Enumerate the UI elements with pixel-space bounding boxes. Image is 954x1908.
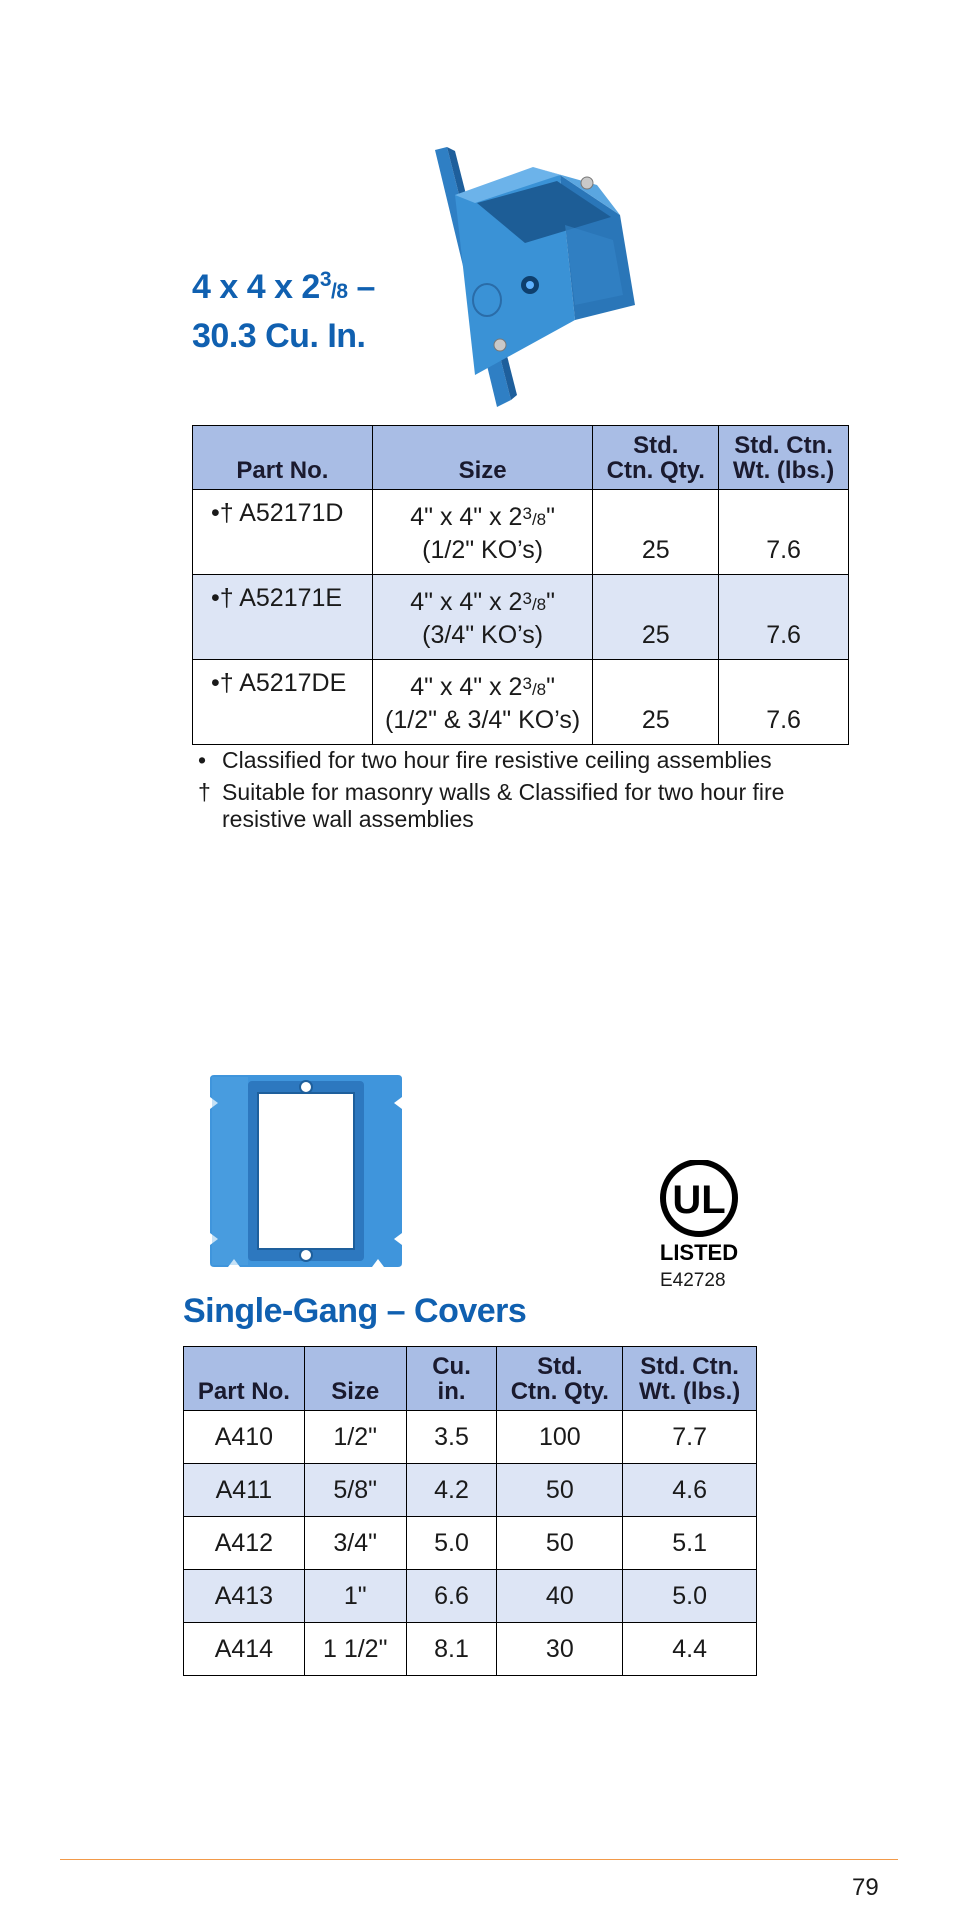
ctn-wt: 7.6 (719, 490, 849, 575)
box-spec-table (192, 425, 849, 745)
size-cell: 1 1/2" (304, 1623, 406, 1676)
part-number: A414 (184, 1623, 305, 1676)
cover-spec-table (183, 1346, 757, 1676)
table-row (193, 575, 849, 660)
svg-text:UL: UL (672, 1178, 726, 1222)
size-cell: 1" (304, 1570, 406, 1623)
header-part-no: Part No. (193, 426, 373, 490)
ctn-wt: 4.4 (623, 1623, 757, 1676)
ctn-wt: 7.7 (623, 1411, 757, 1464)
ctn-qty: 25 (593, 660, 719, 745)
header-size: Size (372, 426, 593, 490)
table-row (184, 1517, 757, 1570)
header-part-no: Part No. (184, 1347, 305, 1411)
header-ctn-wt: Std. Ctn. Wt. (lbs.) (623, 1347, 757, 1411)
size-cell: 4" x 4" x $2^3/8$" (3/4" KO’s) (372, 575, 593, 660)
ctn-qty: 50 (497, 1464, 623, 1517)
table-header-row (193, 426, 849, 490)
cu-in: 3.5 (406, 1411, 497, 1464)
ctn-wt: 7.6 (719, 575, 849, 660)
ctn-qty: 50 (497, 1517, 623, 1570)
part-number: A410 (184, 1411, 305, 1464)
table-row (193, 660, 849, 745)
table-row (184, 1570, 757, 1623)
cover-plate-image (208, 1073, 404, 1269)
size-cell: 1/2" (304, 1411, 406, 1464)
header-ctn-qty: Std. Ctn. Qty. (593, 426, 719, 490)
table-row (184, 1411, 757, 1464)
part-number: •† A52171D (193, 490, 373, 575)
footer-rule (60, 1859, 898, 1860)
ctn-qty: 40 (497, 1570, 623, 1623)
ctn-qty: 30 (497, 1623, 623, 1676)
ctn-wt: 5.1 (623, 1517, 757, 1570)
footnote: • Classified for two hour fire resistive ceiling assemblies (198, 747, 772, 773)
cu-in: 6.6 (406, 1570, 497, 1623)
svg-text:LISTED: LISTED (659, 1240, 739, 1265)
cu-in: 5.0 (406, 1517, 497, 1570)
part-number: A412 (184, 1517, 305, 1570)
ctn-wt: 4.6 (623, 1464, 757, 1517)
cu-in: 8.1 (406, 1623, 497, 1676)
ctn-qty: 100 (497, 1411, 623, 1464)
ctn-wt: 5.0 (623, 1570, 757, 1623)
header-cu-in: Cu. in. (406, 1347, 497, 1411)
size-cell: 5/8" (304, 1464, 406, 1517)
ctn-wt: 7.6 (719, 660, 849, 745)
size-cell: 4" x 4" x $2^3/8$" (1/2" KO’s) (372, 490, 593, 575)
size-cell: 3/4" (304, 1517, 406, 1570)
header-ctn-wt: Std. Ctn. Wt. (lbs.) (719, 426, 849, 490)
header-ctn-qty: Std. Ctn. Qty. (497, 1347, 623, 1411)
page-number: 79 (852, 1874, 879, 1901)
table-row (184, 1464, 757, 1517)
cu-in: 4.2 (406, 1464, 497, 1517)
table-row (193, 490, 849, 575)
footnote: † Suitable for masonry walls & Classified for two hour fire resistive wall assemblies (198, 779, 785, 832)
ul-listed-logo (657, 1160, 741, 1272)
part-number: •† A52171E (193, 575, 373, 660)
size-cell: 4" x 4" x $2^3/8$" (1/2" & 3/4" KO’s) (372, 660, 593, 745)
section2-title: Single-Gang – Covers (183, 1292, 527, 1330)
section1-title: 4 x 4 x $2^3/8$ – 30.3 Cu. In. (192, 268, 375, 355)
footnotes (198, 747, 838, 833)
part-number: A413 (184, 1570, 305, 1623)
table-row (184, 1623, 757, 1676)
ctn-qty: 25 (593, 490, 719, 575)
table-header-row (184, 1347, 757, 1411)
part-number: A411 (184, 1464, 305, 1517)
ul-file-number: E42728 (660, 1270, 726, 1291)
header-size: Size (304, 1347, 406, 1411)
part-number: •† A5217DE (193, 660, 373, 745)
ctn-qty: 25 (593, 575, 719, 660)
electrical-box-image (425, 145, 645, 410)
